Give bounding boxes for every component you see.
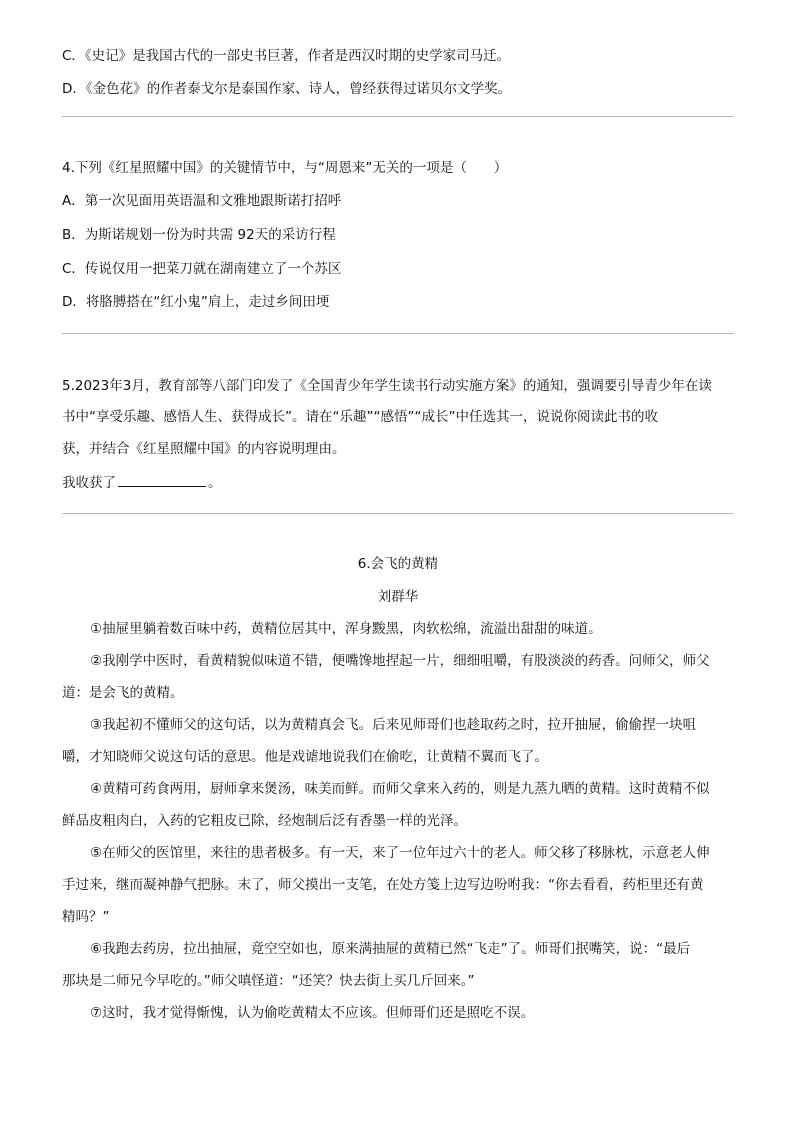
paragraph-4-line-2: 鲜品皮粗肉白，入药的它粗皮已除，经炮制后泛有香墨一样的光泽。 [62, 813, 467, 829]
q4-option-a: A．第一次见面用英语温和文雅地跟斯诺打招呼 [62, 193, 342, 209]
q5-text-line-1: 5.2023年3月，教育部等八部门印发了《全国青少年学生读书行动实施方案》的通知，强调要引导青少年在读 [62, 378, 712, 394]
q4-option-c: C．传说仅用一把菜刀就在湖南建立了一个苏区 [62, 261, 342, 277]
q4-option-d: D．将胳膊搭在“红小鬼”肩上，走过乡间田埂 [62, 294, 330, 310]
q4-stem: 4.下列《红星照耀中国》的关键情节中，与“周恩来”无关的一项是（ ） [62, 160, 508, 176]
answer-blank[interactable] [118, 472, 206, 487]
q5-text-line-3: 获，并结合《红星照耀中国》的内容说明理由。 [62, 441, 346, 457]
paragraph-4-line-1: ④黄精可药食两用，厨师拿来煲汤，味美而鲜。而师父拿来入药的，则是九蒸九晒的黄精。这时黄精不似 [90, 781, 710, 797]
paragraph-7: ⑦这时，我才觉得惭愧，认为偷吃黄精太不应该。但师哥们还是照吃不误。 [90, 1005, 535, 1021]
paragraph-3-line-2: 嚼，才知晓师父说这句话的意思。他是戏谑地说我们在偷吃，让黄精不翼而飞了。 [62, 749, 548, 765]
q5-answer-line [62, 472, 734, 493]
paragraph-2-line-2: 道：是会飞的黄精。 [62, 685, 184, 701]
passage-author: 刘群华 [377, 589, 419, 605]
q5-answer-suffix: 。 [208, 475, 222, 491]
paragraph-5-line-2: 手过来，继而凝神静气把脉。末了，师父摸出一支笔，在处方笺上边写边吩咐我：“你去看看，药柜里还有黄 [62, 877, 704, 893]
passage-title: 6.会飞的黄精 [357, 556, 439, 572]
q3-option-d: D．《金色花》的作者泰戈尔是泰国作家、诗人，曾经获得过诺贝尔文学奖。 [62, 81, 512, 97]
q4-option-b: B．为斯诺规划一份为时共需 92天的采访行程 [62, 227, 336, 243]
divider [62, 333, 734, 334]
paragraph-6-line-1: ⑥我跑去药房，拉出抽屉，竟空空如也，原来满抽屉的黄精已然“飞走”了。师哥们抿嘴笑，说：“最后 [90, 941, 691, 957]
q5-text-line-2: 书中“享受乐趣、感悟人生、获得成长”。请在“乐趣”“感悟”“成长”中任选其一，说说你阅读此书的收 [62, 409, 658, 425]
q5-answer-prefix: 我收获了 [62, 475, 116, 491]
paragraph-5-line-3: 精吗？” [62, 909, 110, 925]
q3-option-c: C．《史记》是我国古代的一部史书巨著，作者是西汉时期的史学家司马迁。 [62, 48, 511, 64]
paragraph-5-line-1: ⑤在师父的医馆里，来往的患者极多。有一天，来了一位年过六十的老人。师父移了移脉枕，示意老人伸 [90, 845, 710, 861]
paragraph-2-line-1: ②我刚学中医时，看黄精貌似味道不错，便嘴馋地捏起一片，细细咀嚼，有股淡淡的药香。问师父，师父 [90, 653, 710, 669]
paragraph-1: ①抽屉里躺着数百味中药，黄精位居其中，浑身黢黑，肉软松绵，流溢出甜甜的味道。 [90, 621, 602, 637]
paragraph-6-line-2: 那块是二师兄今早吃的。”师父嗔怪道：“还笑？快去街上买几斤回来。” [62, 973, 475, 989]
paragraph-3-line-1: ③我起初不懂师父的这句话，以为黄精真会飞。后来见师哥们也趁取药之时，拉开抽屉，偷偷捏一块咀 [90, 717, 697, 733]
divider [62, 116, 734, 117]
divider [62, 513, 734, 514]
